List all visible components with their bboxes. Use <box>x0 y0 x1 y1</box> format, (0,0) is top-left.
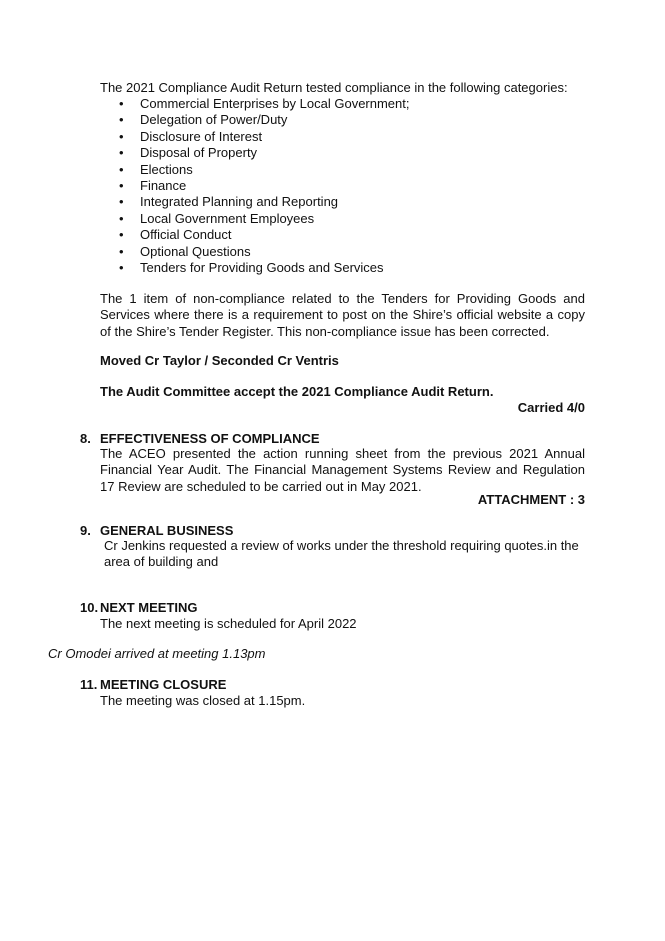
section-heading: MEETING CLOSURE <box>100 677 227 692</box>
list-item: • Integrated Planning and Reporting <box>100 194 410 210</box>
list-item: • Elections <box>100 162 410 178</box>
section-body: The meeting was closed at 1.15pm. <box>100 693 306 708</box>
list-item: • Official Conduct <box>100 227 410 243</box>
list-item: • Local Government Employees <box>100 211 410 227</box>
section-number: 10. <box>80 600 99 615</box>
list-item: • Delegation of Power/Duty <box>100 112 410 128</box>
attachment-label: ATTACHMENT : 3 <box>477 492 585 507</box>
noncompliance-paragraph: The 1 item of non-compliance related to the Tenders for Providing Goods and Services where there is a requirement to post on the Shire’s official website a copy of the Shire’s Tender Register. This non-compliance issue has been corrected. <box>100 291 585 339</box>
section-heading: EFFECTIVENESS OF COMPLIANCE <box>100 431 320 446</box>
list-item: • Tenders for Providing Goods and Services <box>100 260 410 276</box>
arrival-note: Cr Omodei arrived at meeting 1.13pm <box>48 646 266 661</box>
section-body: The next meeting is scheduled for April 2022 <box>100 616 357 631</box>
intro-text: The 2021 Compliance Audit Return tested compliance in the following categories: <box>100 80 568 95</box>
section-heading: NEXT MEETING <box>100 600 198 615</box>
section-body: The ACEO presented the action running sheet from the previous 2021 Annual Financial Year Audit. The Financial Management Systems Review and Regulation 17 Review are scheduled to be carried out in May 2021. <box>100 446 585 494</box>
category-list <box>100 96 410 276</box>
list-item: • Finance <box>100 178 410 194</box>
section-number: 9. <box>80 523 91 538</box>
list-item: • Disclosure of Interest <box>100 129 410 145</box>
section-number: 8. <box>80 431 91 446</box>
section-heading: GENERAL BUSINESS <box>100 523 234 538</box>
carried-status: Carried 4/0 <box>517 400 585 415</box>
section-number: 11. <box>80 677 98 692</box>
section-body: Cr Jenkins requested a review of works under the threshold requiring quotes.in the area of building and <box>104 538 579 570</box>
list-item: • Commercial Enterprises by Local Government; <box>100 96 410 112</box>
list-item: • Optional Questions <box>100 244 410 260</box>
moved-seconded: Moved Cr Taylor / Seconded Cr Ventris <box>100 353 339 368</box>
resolution-text: The Audit Committee accept the 2021 Compliance Audit Return. <box>100 384 494 399</box>
list-item: • Disposal of Property <box>100 145 410 161</box>
